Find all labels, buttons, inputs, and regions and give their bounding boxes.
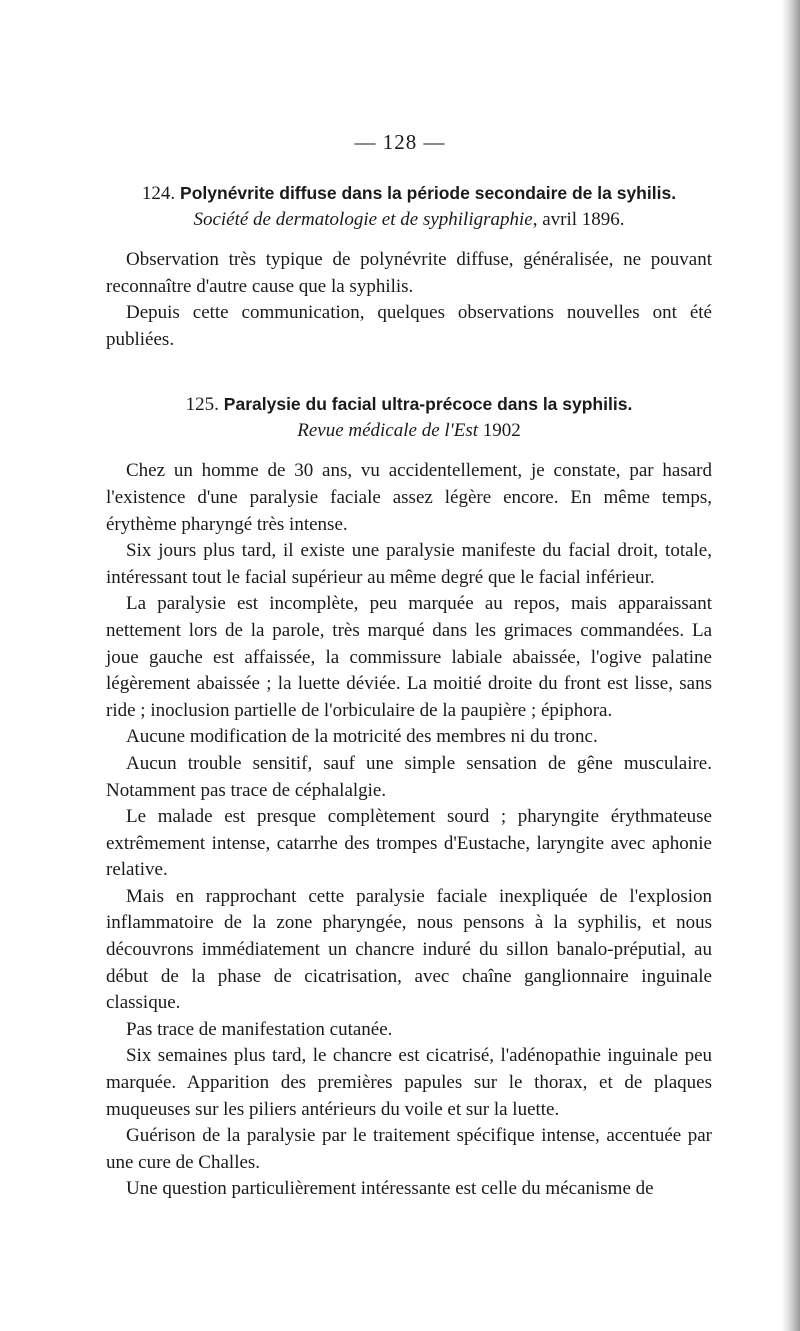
section-heading (106, 180, 712, 207)
paragraph: Pas trace de manifestation cutanée. (126, 1018, 393, 1040)
paragraph: Six semaines plus tard, le chancre est cicatrisé, l'adénopathie inguinale peu marquée. Apparition des premières papules sur le thorax, et de plaques muqueuses sur les piliers antérieurs du voile et sur la luette. (106, 1045, 712, 1120)
paragraph: Le malade est presque complètement sourd ; pharyngite érythmateuse extrêmement intense, catarrhe des trompes d'Eustache, laryngite avec aphonie relative. (106, 806, 712, 881)
section-number: 124. (141, 183, 176, 204)
source-date: , avril 1896. (532, 209, 625, 230)
paragraph: Chez un homme de 30 ans, vu accidentellement, je constate, par hasard l'existence d'une paralysie faciale assez légère encore. En même temps, érythème pharyngé très intense. (106, 460, 712, 535)
paragraph: La paralysie est incomplète, peu marquée au repos, mais apparaissant nettement lors de la parole, très marqué dans les grimaces commandées. La joue gauche est affaissée, la commissure labiale abaissée, l'ogive palatine légèrement abaissée ; la luette déviée. La moitié droite du front est lisse, sans ride ; inoclusion partielle de l'orbiculaire de la paupière ; épiphora. (106, 593, 712, 721)
section-heading (106, 391, 712, 418)
page-edge-shadow (782, 0, 800, 1331)
paragraph: Observation très typique de polynévrite diffuse, généralisée, ne pouvant reconnaître d'autre cause que la syphilis. (106, 249, 712, 297)
paragraph: Aucun trouble sensitif, sauf une simple sensation de gêne musculaire. Notamment pas trace de céphalalgie. (106, 752, 712, 801)
paragraph: Guérison de la paralysie par le traitement spécifique intense, accentuée par une cure de Challes. (106, 1125, 712, 1173)
section-source (106, 418, 712, 444)
page-body (106, 180, 712, 1203)
section-gap (106, 353, 712, 391)
section-source (106, 207, 712, 233)
paragraph: Aucune modification de la motricité des membres ni du tronc. (126, 726, 598, 748)
page-number: — 128 — (354, 130, 446, 154)
section-125 (106, 391, 712, 1203)
section-title: Paralysie du facial ultra-précoce dans la syphilis. (223, 394, 633, 415)
paragraph: Six jours plus tard, il existe une paralysie manifeste du facial droit, totale, intéressant tout le facial supérieur au même degré que le facial inférieur. (106, 540, 712, 588)
paragraph: Une question particulièrement intéressante est celle du mécanisme de (126, 1178, 654, 1200)
section-number: 125. (185, 394, 219, 416)
paragraph: Depuis cette communication, quelques observations nouvelles ont été publiées. (106, 302, 712, 350)
source-date: 1902 (478, 420, 521, 442)
section-124 (106, 180, 712, 353)
section-title: Polynévrite diffuse dans la période secondaire de la syhilis. (180, 183, 677, 203)
source-journal: Société de dermatologie et de syphiligraphie (193, 209, 533, 230)
paragraph: Mais en rapprochant cette paralysie faciale inexpliquée de l'explosion inflammatoire de la zone pharyngée, nous pensons à la syphilis, et nous découvrons immédiatement un chancre induré du sillon banalo-préputial, au début de la phase de cicatrisation, avec chaîne ganglionnaire inguinale classique. (106, 885, 712, 1014)
source-journal: Revue médicale de l'Est (297, 420, 479, 442)
